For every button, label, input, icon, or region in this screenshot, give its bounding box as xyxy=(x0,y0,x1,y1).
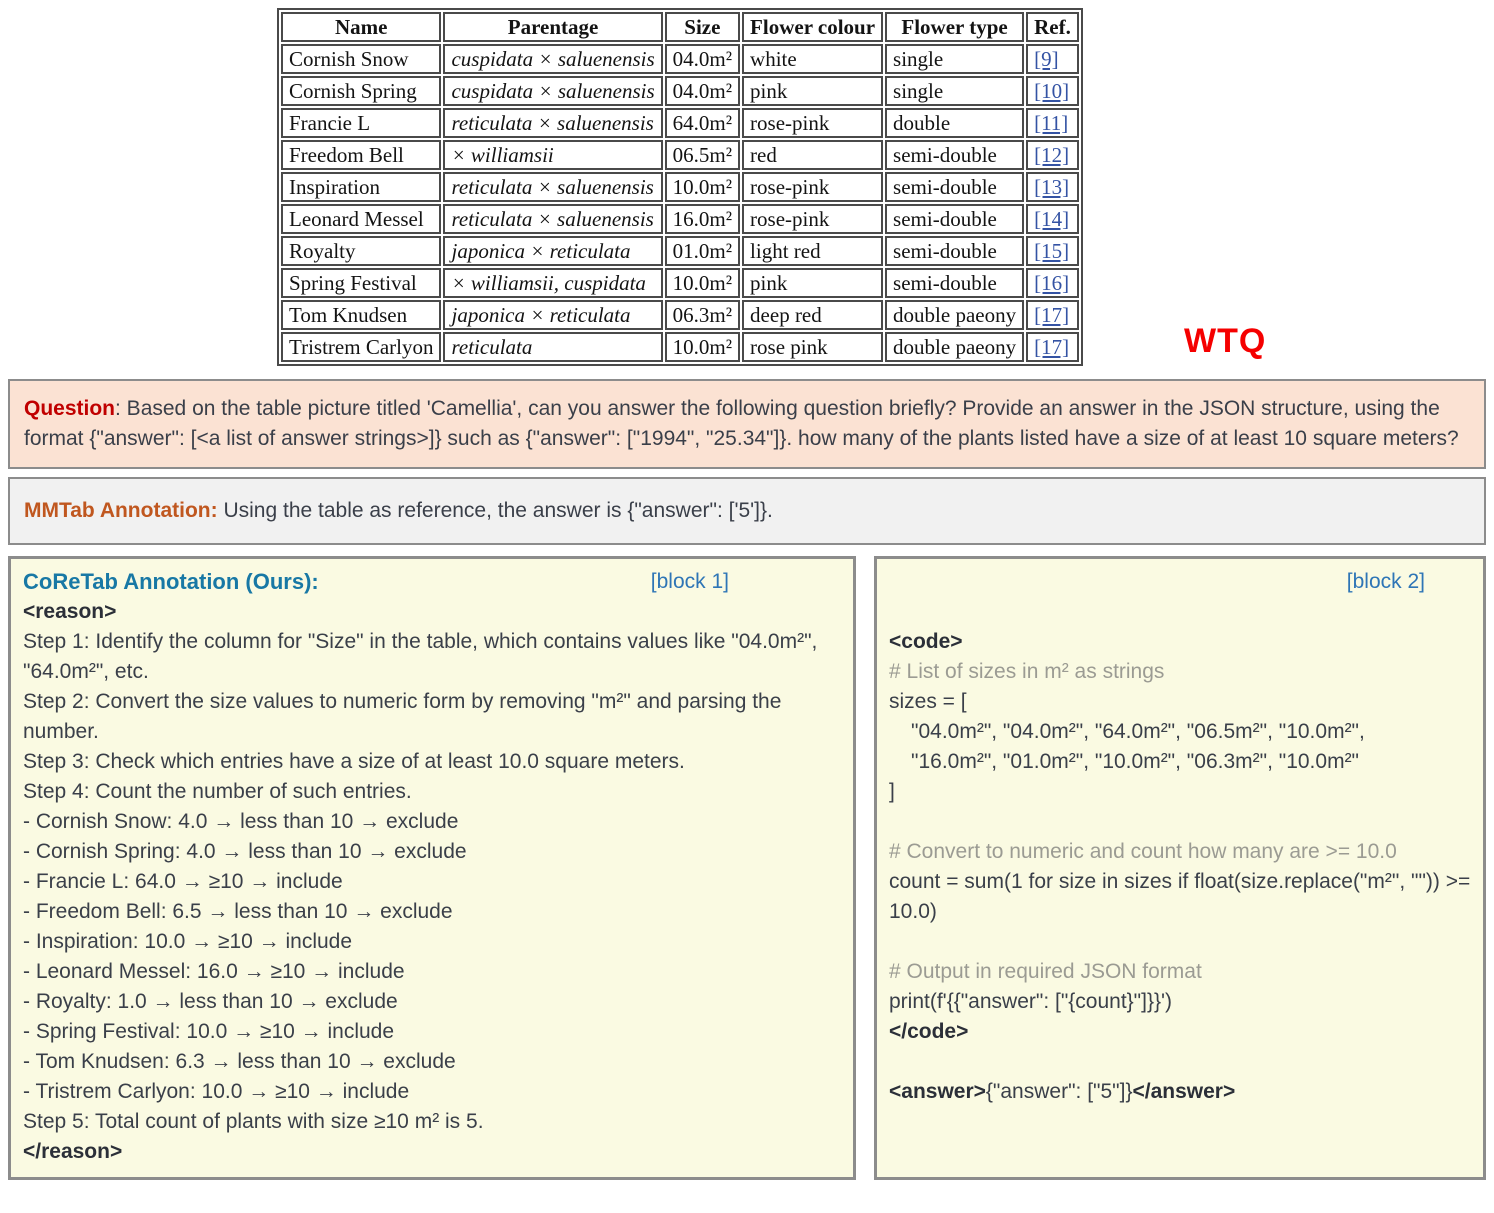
spacer xyxy=(889,597,1471,627)
table-row xyxy=(281,268,1079,298)
ref-link[interactable]: [12] xyxy=(1034,143,1070,167)
cell-size: 06.3m² xyxy=(665,300,740,330)
ref-link[interactable]: [16] xyxy=(1034,271,1070,295)
cell-flower-type: semi-double xyxy=(885,236,1024,266)
coretab-label: CoReTab Annotation (Ours): xyxy=(23,569,319,594)
ref-link[interactable]: [17] xyxy=(1034,335,1070,359)
table-area xyxy=(8,8,1486,366)
cell-parentage: reticulata × saluenensis xyxy=(443,204,662,234)
column-header: Name xyxy=(281,12,441,42)
cell-ref xyxy=(1026,300,1079,330)
code-line: print(f'{{"answer": ["{count}"]}}') xyxy=(889,990,1172,1013)
code-open-tag: <code> xyxy=(889,630,963,653)
cell-flower-type: single xyxy=(885,44,1024,74)
reason-line: - Francie L: 64.0 → ≥10 → include xyxy=(23,870,343,893)
mmtab-label: MMTab Annotation: xyxy=(24,499,218,522)
cell-flower-colour: pink xyxy=(742,76,883,106)
column-header: Parentage xyxy=(443,12,662,42)
reason-close-tag: </reason> xyxy=(23,1140,123,1163)
question-label: Question xyxy=(24,397,116,420)
reason-line: - Inspiration: 10.0 → ≥10 → include xyxy=(23,930,353,953)
coretab-row xyxy=(8,556,1486,1180)
cell-ref xyxy=(1026,140,1079,170)
cell-flower-colour: red xyxy=(742,140,883,170)
cell-ref xyxy=(1026,172,1079,202)
cell-flower-type: semi-double xyxy=(885,140,1024,170)
reason-line: - Tom Knudsen: 6.3 → less than 10 → exclude xyxy=(23,1050,456,1073)
cell-parentage: japonica × reticulata xyxy=(443,236,662,266)
mmtab-annotation-box xyxy=(8,477,1486,545)
cell-flower-colour: pink xyxy=(742,268,883,298)
code-line: # Output in required JSON format xyxy=(889,960,1202,983)
table-row xyxy=(281,300,1079,330)
mmtab-text: Using the table as reference, the answer is {"answer": ['5']}. xyxy=(217,499,773,522)
cell-name: Tristrem Carlyon xyxy=(281,332,441,362)
cell-size: 16.0m² xyxy=(665,204,740,234)
reason-line: - Freedom Bell: 6.5 → less than 10 → exclude xyxy=(23,900,453,923)
column-header: Flower colour xyxy=(742,12,883,42)
cell-flower-colour: rose pink xyxy=(742,332,883,362)
ref-link[interactable]: [11] xyxy=(1034,111,1069,135)
block2-tag: [block 2] xyxy=(1346,570,1425,593)
cell-flower-type: semi-double xyxy=(885,204,1024,234)
cell-name: Cornish Spring xyxy=(281,76,441,106)
ref-link[interactable]: [15] xyxy=(1034,239,1070,263)
ref-link[interactable]: [17] xyxy=(1034,303,1070,327)
cell-flower-type: semi-double xyxy=(885,268,1024,298)
cell-flower-type: semi-double xyxy=(885,172,1024,202)
reason-line: - Spring Festival: 10.0 → ≥10 → include xyxy=(23,1020,395,1043)
table-row xyxy=(281,140,1079,170)
spacer xyxy=(889,1047,1471,1077)
ref-link[interactable]: [9] xyxy=(1034,47,1059,71)
cell-parentage: japonica × reticulata xyxy=(443,300,662,330)
cell-size: 04.0m² xyxy=(665,44,740,74)
ref-link[interactable]: [10] xyxy=(1034,79,1070,103)
reason-line: - Cornish Snow: 4.0 → less than 10 → exclude xyxy=(23,810,459,833)
table-row xyxy=(281,236,1079,266)
cell-ref xyxy=(1026,44,1079,74)
cell-name: Cornish Snow xyxy=(281,44,441,74)
reason-line: Step 3: Check which entries have a size of at least 10.0 square meters. xyxy=(23,750,685,773)
cell-parentage: reticulata × saluenensis xyxy=(443,108,662,138)
cell-parentage: reticulata × saluenensis xyxy=(443,172,662,202)
reason-lines xyxy=(23,627,841,1137)
question-text: : Based on the table picture titled 'Camellia', can you answer the following question briefly? Provide an answer in the JSON structure, using the format {"answer": [<a list of answer strings>]} such as {"answer": ["1994", "25.34"]}. how many of the plants listed have a size of at least 10 square meters? xyxy=(24,397,1459,450)
table-row xyxy=(281,44,1079,74)
table-row xyxy=(281,204,1079,234)
reason-line: - Leonard Messel: 16.0 → ≥10 → include xyxy=(23,960,405,983)
cell-parentage: cuspidata × saluenensis xyxy=(443,44,662,74)
cell-flower-type: double paeony xyxy=(885,300,1024,330)
reason-line: Step 4: Count the number of such entries. xyxy=(23,780,412,803)
cell-name: Royalty xyxy=(281,236,441,266)
reason-line: Step 5: Total count of plants with size ≥10 m² is 5. xyxy=(23,1110,484,1133)
answer-open-tag: <answer> xyxy=(889,1080,986,1103)
cell-parentage: × williamsii xyxy=(443,140,662,170)
cell-name: Francie L xyxy=(281,108,441,138)
cell-flower-type: double paeony xyxy=(885,332,1024,362)
cell-ref xyxy=(1026,108,1079,138)
answer-line xyxy=(889,1077,1471,1107)
column-header: Flower type xyxy=(885,12,1024,42)
code-line: # List of sizes in m² as strings xyxy=(889,660,1165,683)
code-block-header xyxy=(889,567,1471,597)
cell-name: Inspiration xyxy=(281,172,441,202)
code-line xyxy=(889,807,1471,837)
question-box xyxy=(8,379,1486,469)
code-line: # Convert to numeric and count how many are >= 10.0 xyxy=(889,840,1397,863)
cell-size: 01.0m² xyxy=(665,236,740,266)
cell-size: 64.0m² xyxy=(665,108,740,138)
table-row xyxy=(281,172,1079,202)
answer-close-tag: </answer> xyxy=(1132,1080,1236,1103)
code-line: "04.0m²", "04.0m²", "64.0m²", "06.5m²", "10.0m²", xyxy=(911,720,1365,743)
coretab-header xyxy=(23,567,841,597)
cell-ref xyxy=(1026,268,1079,298)
ref-link[interactable]: [13] xyxy=(1034,175,1070,199)
cell-flower-colour: light red xyxy=(742,236,883,266)
reason-line: - Tristrem Carlyon: 10.0 → ≥10 → include xyxy=(23,1080,410,1103)
dataset-tag-wtq: WTQ xyxy=(1184,322,1267,360)
cell-ref xyxy=(1026,332,1079,362)
cell-name: Freedom Bell xyxy=(281,140,441,170)
cell-name: Tom Knudsen xyxy=(281,300,441,330)
cell-parentage: × williamsii, cuspidata xyxy=(443,268,662,298)
cell-flower-type: single xyxy=(885,76,1024,106)
camellia-table xyxy=(277,8,1083,366)
cell-name: Leonard Messel xyxy=(281,204,441,234)
column-header: Size xyxy=(665,12,740,42)
cell-flower-type: double xyxy=(885,108,1024,138)
code-close-tag: </code> xyxy=(889,1020,969,1043)
code-line xyxy=(889,927,1471,957)
cell-flower-colour: deep red xyxy=(742,300,883,330)
cell-parentage: cuspidata × saluenensis xyxy=(443,76,662,106)
table-row xyxy=(281,76,1079,106)
cell-size: 10.0m² xyxy=(665,172,740,202)
code-line: count = sum(1 for size in sizes if float(size.replace("m²", "")) >= 10.0) xyxy=(889,870,1471,923)
cell-ref xyxy=(1026,204,1079,234)
code-line: sizes = [ xyxy=(889,690,967,713)
cell-size: 10.0m² xyxy=(665,268,740,298)
reason-line: Step 1: Identify the column for "Size" in the table, which contains values like "04.0m²", "64.0m²", etc. xyxy=(23,630,818,683)
code-line: "16.0m²", "01.0m²", "10.0m²", "06.3m²", "10.0m²" xyxy=(911,750,1360,773)
block1-tag: [block 1] xyxy=(650,570,729,593)
cell-flower-colour: rose-pink xyxy=(742,204,883,234)
cell-ref xyxy=(1026,76,1079,106)
code-line: ] xyxy=(889,780,895,803)
cell-flower-colour: rose-pink xyxy=(742,172,883,202)
cell-size: 06.5m² xyxy=(665,140,740,170)
cell-flower-colour: rose-pink xyxy=(742,108,883,138)
cell-name: Spring Festival xyxy=(281,268,441,298)
reason-open-tag: <reason> xyxy=(23,600,117,623)
cell-ref xyxy=(1026,236,1079,266)
coretab-code-block xyxy=(874,556,1486,1180)
coretab-reason-block xyxy=(8,556,856,1180)
code-lines xyxy=(889,657,1471,1017)
ref-link[interactable]: [14] xyxy=(1034,207,1070,231)
table-header-row xyxy=(281,12,1079,42)
reason-line: - Cornish Spring: 4.0 → less than 10 → exclude xyxy=(23,840,467,863)
cell-flower-colour: white xyxy=(742,44,883,74)
reason-line: - Royalty: 1.0 → less than 10 → exclude xyxy=(23,990,398,1013)
column-header: Ref. xyxy=(1026,12,1079,42)
table-row xyxy=(281,108,1079,138)
answer-text: {"answer": ["5"]} xyxy=(985,1080,1133,1103)
cell-size: 10.0m² xyxy=(665,332,740,362)
table-row xyxy=(281,332,1079,362)
cell-size: 04.0m² xyxy=(665,76,740,106)
cell-parentage: reticulata xyxy=(443,332,662,362)
reason-line: Step 2: Convert the size values to numeric form by removing "m²" and parsing the number. xyxy=(23,690,782,743)
